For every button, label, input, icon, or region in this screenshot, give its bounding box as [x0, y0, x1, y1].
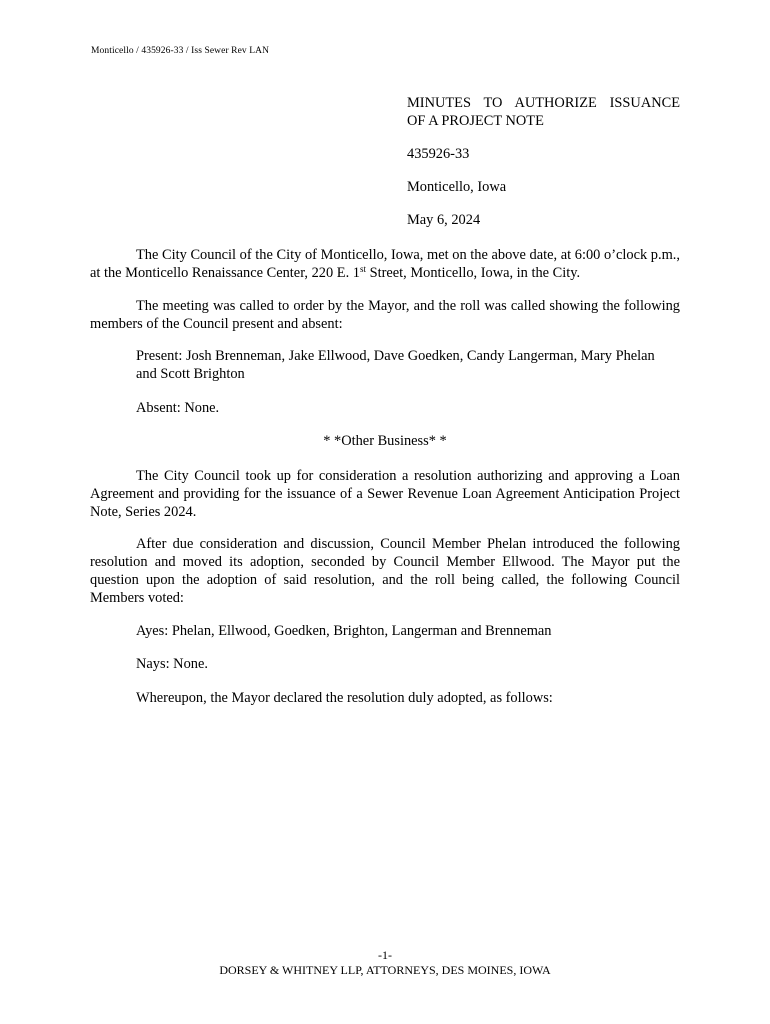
document-title-line-2: OF A PROJECT NOTE	[407, 113, 544, 129]
adoption-statement: Whereupon, the Mayor declared the resolution duly adopted, as follows:	[136, 690, 553, 706]
document-number: 435926-33	[407, 146, 470, 162]
meeting-paragraph-text-end: Street, Monticello, Iowa, in the City.	[366, 265, 581, 281]
consideration-paragraph-text: The City Council took up for consideration a resolution authorizing and approving a Loan Agreement and providing for the issuance of a Sewer Revenue Loan Agreement Anticipation Project Note, Series 2024.	[90, 468, 680, 520]
meeting-location: Monticello, Iowa	[407, 179, 507, 195]
firm-footer: DORSEY & WHITNEY LLP, ATTORNEYS, DES MOINES, IOWA	[219, 963, 551, 977]
present-members: Present: Josh Brenneman, Jake Ellwood, Dave Goedken, Candy Langerman, Mary Phelan and Scott Brighton	[136, 348, 655, 382]
header-reference: Monticello / 435926-33 / Iss Sewer Rev LAN	[91, 46, 270, 56]
document-title-line-1: MINUTES TO AUTHORIZE ISSUANCE	[407, 95, 680, 111]
roll-call-paragraph-text: The meeting was called to order by the Mayor, and the roll was called showing the following members of the Council present and absent:	[90, 298, 680, 332]
motion-paragraph-text: After due consideration and discussion, Council Member Phelan introduced the following resolution and moved its adoption, seconded by Council Member Ellwood. The Mayor put the question upon the adoption of said resolution, and the roll being called, the following Council Members voted:	[90, 536, 680, 606]
motion-paragraph	[90, 535, 680, 607]
document-title	[407, 94, 680, 130]
meeting-paragraph-text: The City Council of the City of Monticello, Iowa, met on the above date, at 6:00 o’clock p.m., at the Monticello Renaissance Center, 220 E. 1	[90, 247, 680, 281]
meeting-date: May 6, 2024	[407, 212, 481, 228]
meeting-paragraph	[90, 246, 680, 282]
page-number: -1-	[378, 948, 392, 962]
roll-call-paragraph	[90, 297, 680, 333]
consideration-paragraph	[90, 467, 680, 521]
nays-vote: Nays: None.	[136, 656, 208, 672]
ordinal-suffix: st	[359, 264, 366, 274]
absent-members: Absent: None.	[136, 400, 220, 416]
ayes-vote: Ayes: Phelan, Ellwood, Goedken, Brighton, Langerman and Brenneman	[136, 623, 552, 639]
other-business-heading: * *Other Business* *	[323, 433, 447, 449]
